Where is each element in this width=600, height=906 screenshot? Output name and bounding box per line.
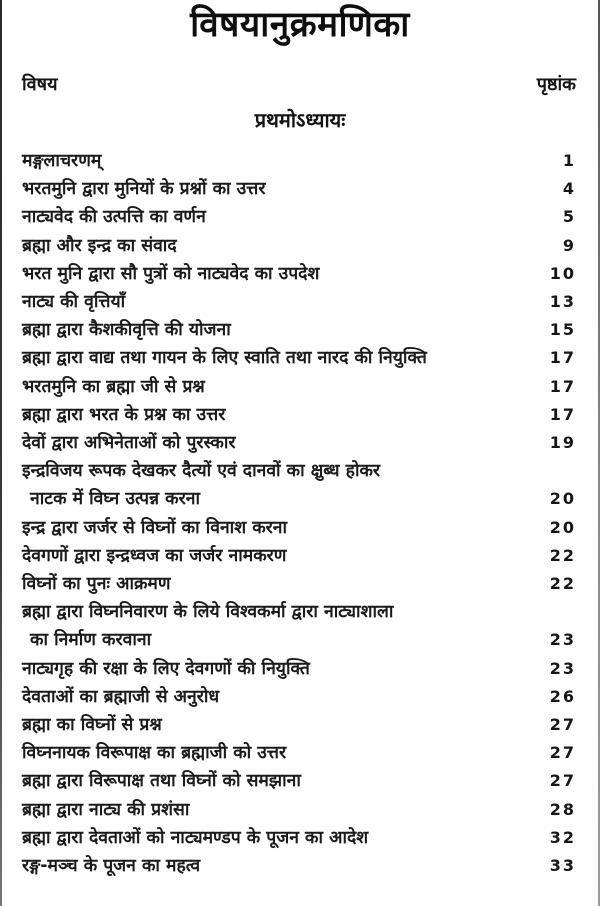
toc-entry-title — [22, 457, 532, 513]
toc-entry — [22, 542, 576, 570]
column-header-row — [0, 72, 600, 96]
toc-entry — [22, 316, 576, 344]
toc-entry-title — [22, 373, 532, 401]
toc-entry-page-number: 20 — [549, 489, 576, 509]
column-header-subject: विषय — [22, 74, 58, 95]
toc-entry-title-line: ब्रह्मा द्वारा भरत के प्रश्न का उत्तर — [22, 404, 226, 425]
toc-entry-page-number: 23 — [549, 630, 576, 650]
toc-entry — [22, 570, 576, 598]
column-header-page-number: पृष्ठांक — [536, 74, 576, 95]
toc-entry-title-line: भरतमुनि का ब्रह्मा जी से प्रश्न — [22, 376, 205, 397]
toc-entry-title-line: नाट्य की वृत्तियाँ — [22, 292, 126, 313]
toc-entry — [22, 796, 576, 824]
toc-entry — [22, 260, 576, 288]
toc-entry-title-line: ब्रह्मा और इन्द्र का संवाद — [22, 235, 177, 256]
toc-entry-page-number: 13 — [549, 292, 576, 312]
toc-entry-title — [22, 739, 532, 767]
toc-entry-page-number: 27 — [549, 771, 576, 791]
toc-entry-title-line: नाट्यवेद की उत्पत्ति का वर्णन — [22, 207, 206, 228]
toc-entry — [22, 514, 576, 542]
page-title: विषयानुक्रमणिका — [190, 5, 410, 45]
toc-entry-title — [22, 203, 532, 231]
toc-entry — [22, 175, 576, 203]
toc-entry-page-number: 32 — [549, 827, 576, 847]
toc-entry-title — [22, 514, 532, 542]
toc-entry — [22, 147, 576, 175]
toc-entry — [22, 288, 576, 316]
toc-entry-title — [22, 711, 532, 739]
toc-entry-title — [22, 429, 532, 457]
toc-entry-title — [22, 598, 532, 654]
toc-entry — [22, 232, 576, 260]
toc-entry-page-number: 17 — [549, 376, 576, 396]
toc-entry-page-number: 27 — [549, 715, 576, 735]
toc-entry-page-number: 27 — [549, 743, 576, 763]
toc-entry-title — [22, 655, 532, 683]
toc-entry-page-number: 10 — [549, 263, 576, 283]
toc-entry-title-line: देवगणों द्वारा इन्द्रध्वज का जर्जर नामकरण — [22, 545, 287, 566]
toc-entry-title-line: विघ्ननायक विरूपाक्ष का ब्रह्माजी को उत्तर — [22, 743, 287, 764]
toc-entry-title — [22, 175, 532, 203]
toc-entry — [22, 824, 576, 852]
toc-entry — [22, 852, 576, 880]
toc-entry — [22, 683, 576, 711]
toc-entry-title — [22, 767, 532, 795]
toc-entry-page-number: 4 — [562, 179, 576, 199]
chapter-heading: प्रथमोऽध्यायः — [254, 108, 346, 132]
toc-entry — [22, 457, 576, 513]
toc-entry-title-line: ब्रह्मा द्वारा विघ्ननिवारण के लिये विश्वकर्मा द्वारा नाट्याशाला — [22, 602, 394, 623]
toc-entry-title — [22, 288, 532, 316]
toc-entry-page-number: 20 — [549, 517, 576, 537]
toc-entry-title-line: इन्द्रविजय रूपक देखकर दैत्यों एवं दानवों का क्षुब्ध होकर — [22, 461, 381, 482]
toc-entry-page-number: 5 — [562, 207, 576, 227]
toc-entry-title-line: ब्रह्मा द्वारा देवताओं को नाट्यमण्डप के पूजन का आदेश — [22, 827, 369, 848]
toc-entry-title — [22, 316, 532, 344]
toc-entry — [22, 203, 576, 231]
toc-entry-page-number: 17 — [549, 404, 576, 424]
toc-entry-title-line: ब्रह्मा द्वारा वाद्य तथा गायन के लिए स्वाति तथा नारद की नियुक्ति — [22, 348, 427, 369]
toc-entry-page-number: 26 — [549, 686, 576, 706]
toc-entry — [22, 373, 576, 401]
toc-entry-title — [22, 147, 532, 175]
toc-entry-title-line: ब्रह्मा द्वारा विरूपाक्ष तथा विघ्नों को समझाना — [22, 771, 301, 792]
toc-entry-page-number: 9 — [562, 235, 576, 255]
toc-entry-title-line: इन्द्र द्वारा जर्जर से विघ्नों का विनाश करना — [22, 517, 288, 538]
toc-entry — [22, 767, 576, 795]
toc-entry-title — [22, 542, 532, 570]
toc-entry — [22, 344, 576, 372]
toc-entry-page-number: 1 — [562, 151, 576, 170]
toc-entry-title-line: विघ्नों का पुनः आक्रमण — [22, 574, 171, 595]
toc-entry-title-line: रङ्ग-मञ्च के पूजन का महत्व — [22, 856, 201, 877]
toc-entry-title — [22, 232, 532, 260]
toc-entry-title-line: देवों द्वारा अभिनेताओं को पुरस्कार — [22, 433, 236, 454]
toc-entry-page-number: 15 — [549, 320, 576, 340]
toc-entry-title-line: देवताओं का ब्रह्माजी से अनुरोध — [22, 686, 220, 707]
toc-entry-page-number: 22 — [549, 574, 576, 594]
toc-entry — [22, 429, 576, 457]
toc-entry-title-line: भरतमुनि द्वारा मुनियों के प्रश्नों का उत्तर — [22, 179, 266, 200]
toc-entry-title — [22, 401, 532, 429]
toc-entry-title-line: मङ्गलाचरणम् — [22, 151, 102, 171]
toc-entry-title-line: ब्रह्मा का विघ्नों से प्रश्न — [22, 715, 162, 736]
toc-entry-title-line: ब्रह्मा द्वारा कैशकीवृत्ति की योजना — [22, 320, 231, 341]
toc-entry-page-number: 17 — [549, 348, 576, 368]
toc-entry-title-line: ब्रह्मा द्वारा नाट्य की प्रशंसा — [22, 799, 190, 820]
toc-entry-title-continuation: नाटक में विघ्न उत्पन्न करना — [30, 489, 201, 510]
toc-entry-title — [22, 852, 532, 880]
toc-entry — [22, 739, 576, 767]
toc-entry — [22, 598, 576, 654]
toc-entry-page-number: 33 — [549, 856, 576, 876]
toc-entry — [22, 655, 576, 683]
toc-entry — [22, 711, 576, 739]
toc-entry-title-line: भरत मुनि द्वारा सौ पुत्रों को नाट्यवेद का उपदेश — [22, 263, 320, 284]
toc-entry-title — [22, 260, 532, 288]
toc-entry-title-line: नाट्यगृह की रक्षा के लिए देवगणों की नियुक्ति — [22, 658, 310, 679]
toc-entry-title — [22, 796, 532, 824]
toc-entry-title — [22, 824, 532, 852]
toc-entry-list — [0, 147, 600, 880]
toc-entry-page-number: 28 — [549, 799, 576, 819]
toc-entry-title — [22, 570, 532, 598]
toc-entry-page-number: 23 — [549, 658, 576, 678]
scan-edge-left — [0, 0, 2, 906]
toc-entry-title — [22, 683, 532, 711]
toc-entry-page-number: 19 — [549, 433, 576, 453]
toc-entry-title-continuation: का निर्माण करवाना — [30, 630, 152, 651]
toc-entry — [22, 401, 576, 429]
toc-entry-page-number: 22 — [549, 545, 576, 565]
toc-entry-title — [22, 344, 532, 372]
